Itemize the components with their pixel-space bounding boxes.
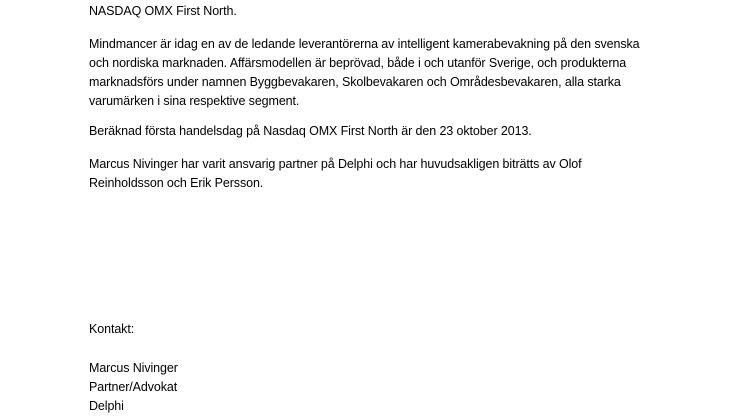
contact-title: Partner/Advokat bbox=[89, 380, 178, 394]
contact-name: Marcus Nivinger bbox=[89, 361, 178, 375]
contact-company: Delphi bbox=[89, 399, 124, 413]
company-paragraph-line-1: Mindmancer är idag en av de ledande leverantörerna av intelligent kamerabevakning på den svenska bbox=[89, 37, 640, 51]
intro-line: NASDAQ OMX First North. bbox=[89, 4, 237, 18]
advisor-paragraph-line-1: Marcus Nivinger har varit ansvarig partner på Delphi och har huvudsakligen biträtts av Olof bbox=[89, 157, 582, 171]
advisor-paragraph-line-2: Reinholdsson och Erik Persson. bbox=[89, 176, 264, 190]
contact-heading: Kontakt: bbox=[89, 322, 135, 336]
company-paragraph-line-3: marknadsförs under namnen Byggbevakaren, Skolbevakaren och Områdesbevakaren, alla starka bbox=[89, 75, 621, 89]
company-paragraph-line-2: och nordiska marknaden. Affärsmodellen är beprövad, både i och utanför Sverige, och produkterna bbox=[89, 56, 627, 70]
company-paragraph-line-4: varumärken i sina respektive segment. bbox=[89, 94, 300, 108]
trading-paragraph: Beräknad första handelsdag på Nasdaq OMX First North är den 23 oktober 2013. bbox=[89, 124, 532, 138]
